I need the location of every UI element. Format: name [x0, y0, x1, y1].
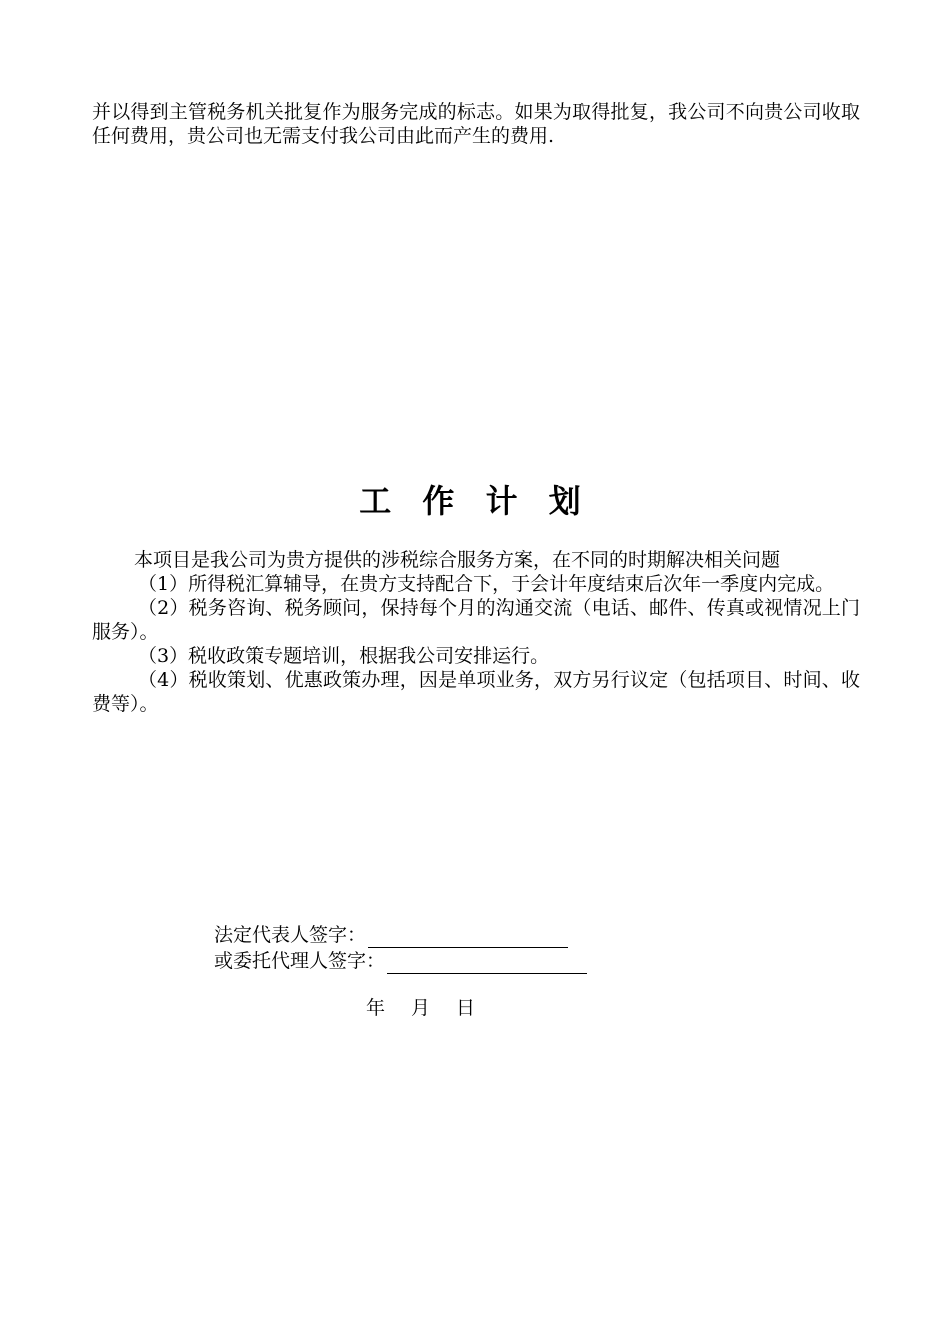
- agent-label: 或委托代理人签字：: [214, 950, 386, 972]
- date-month: 月: [411, 997, 431, 1019]
- plan-item-1: （1）所得税汇算辅导，在贵方支持配合下，于会计年度结束后次年一季度内完成。: [138, 573, 835, 595]
- legal-rep-label: 法定代表人签字：: [214, 924, 367, 946]
- lead-paragraph: 本项目是我公司为贵方提供的涉税综合服务方案，在不同的时期解决相关问题: [134, 549, 781, 571]
- legal-rep-signature-line: [368, 927, 568, 948]
- work-plan-body: [92, 548, 860, 716]
- agent-signature-line: [387, 953, 587, 974]
- plan-item-4: （4）税收策划、优惠政策办理，因是单项业务，双方另行议定（包括项目、时间、收费等）。: [92, 669, 860, 715]
- date-row: [366, 996, 475, 1020]
- signature-block: [214, 922, 587, 974]
- intro-paragraph: 并以得到主管税务机关批复作为服务完成的标志。如果为取得批复，我公司不向贵公司收取任何费用，贵公司也无需支付我公司由此而产生的费用.: [92, 101, 860, 147]
- legal-rep-signature-row: [214, 922, 587, 948]
- date-day: 日: [456, 997, 476, 1019]
- date-year: 年: [366, 997, 386, 1019]
- section-title: 工 作 计 划: [359, 482, 591, 520]
- agent-signature-row: [214, 948, 587, 974]
- plan-item-2: （2）税务咨询、税务顾问，保持每个月的沟通交流（电话、邮件、传真或视情况上门服务）。: [92, 597, 860, 643]
- plan-item-3: （3）税收政策专题培训，根据我公司安排运行。: [138, 645, 550, 667]
